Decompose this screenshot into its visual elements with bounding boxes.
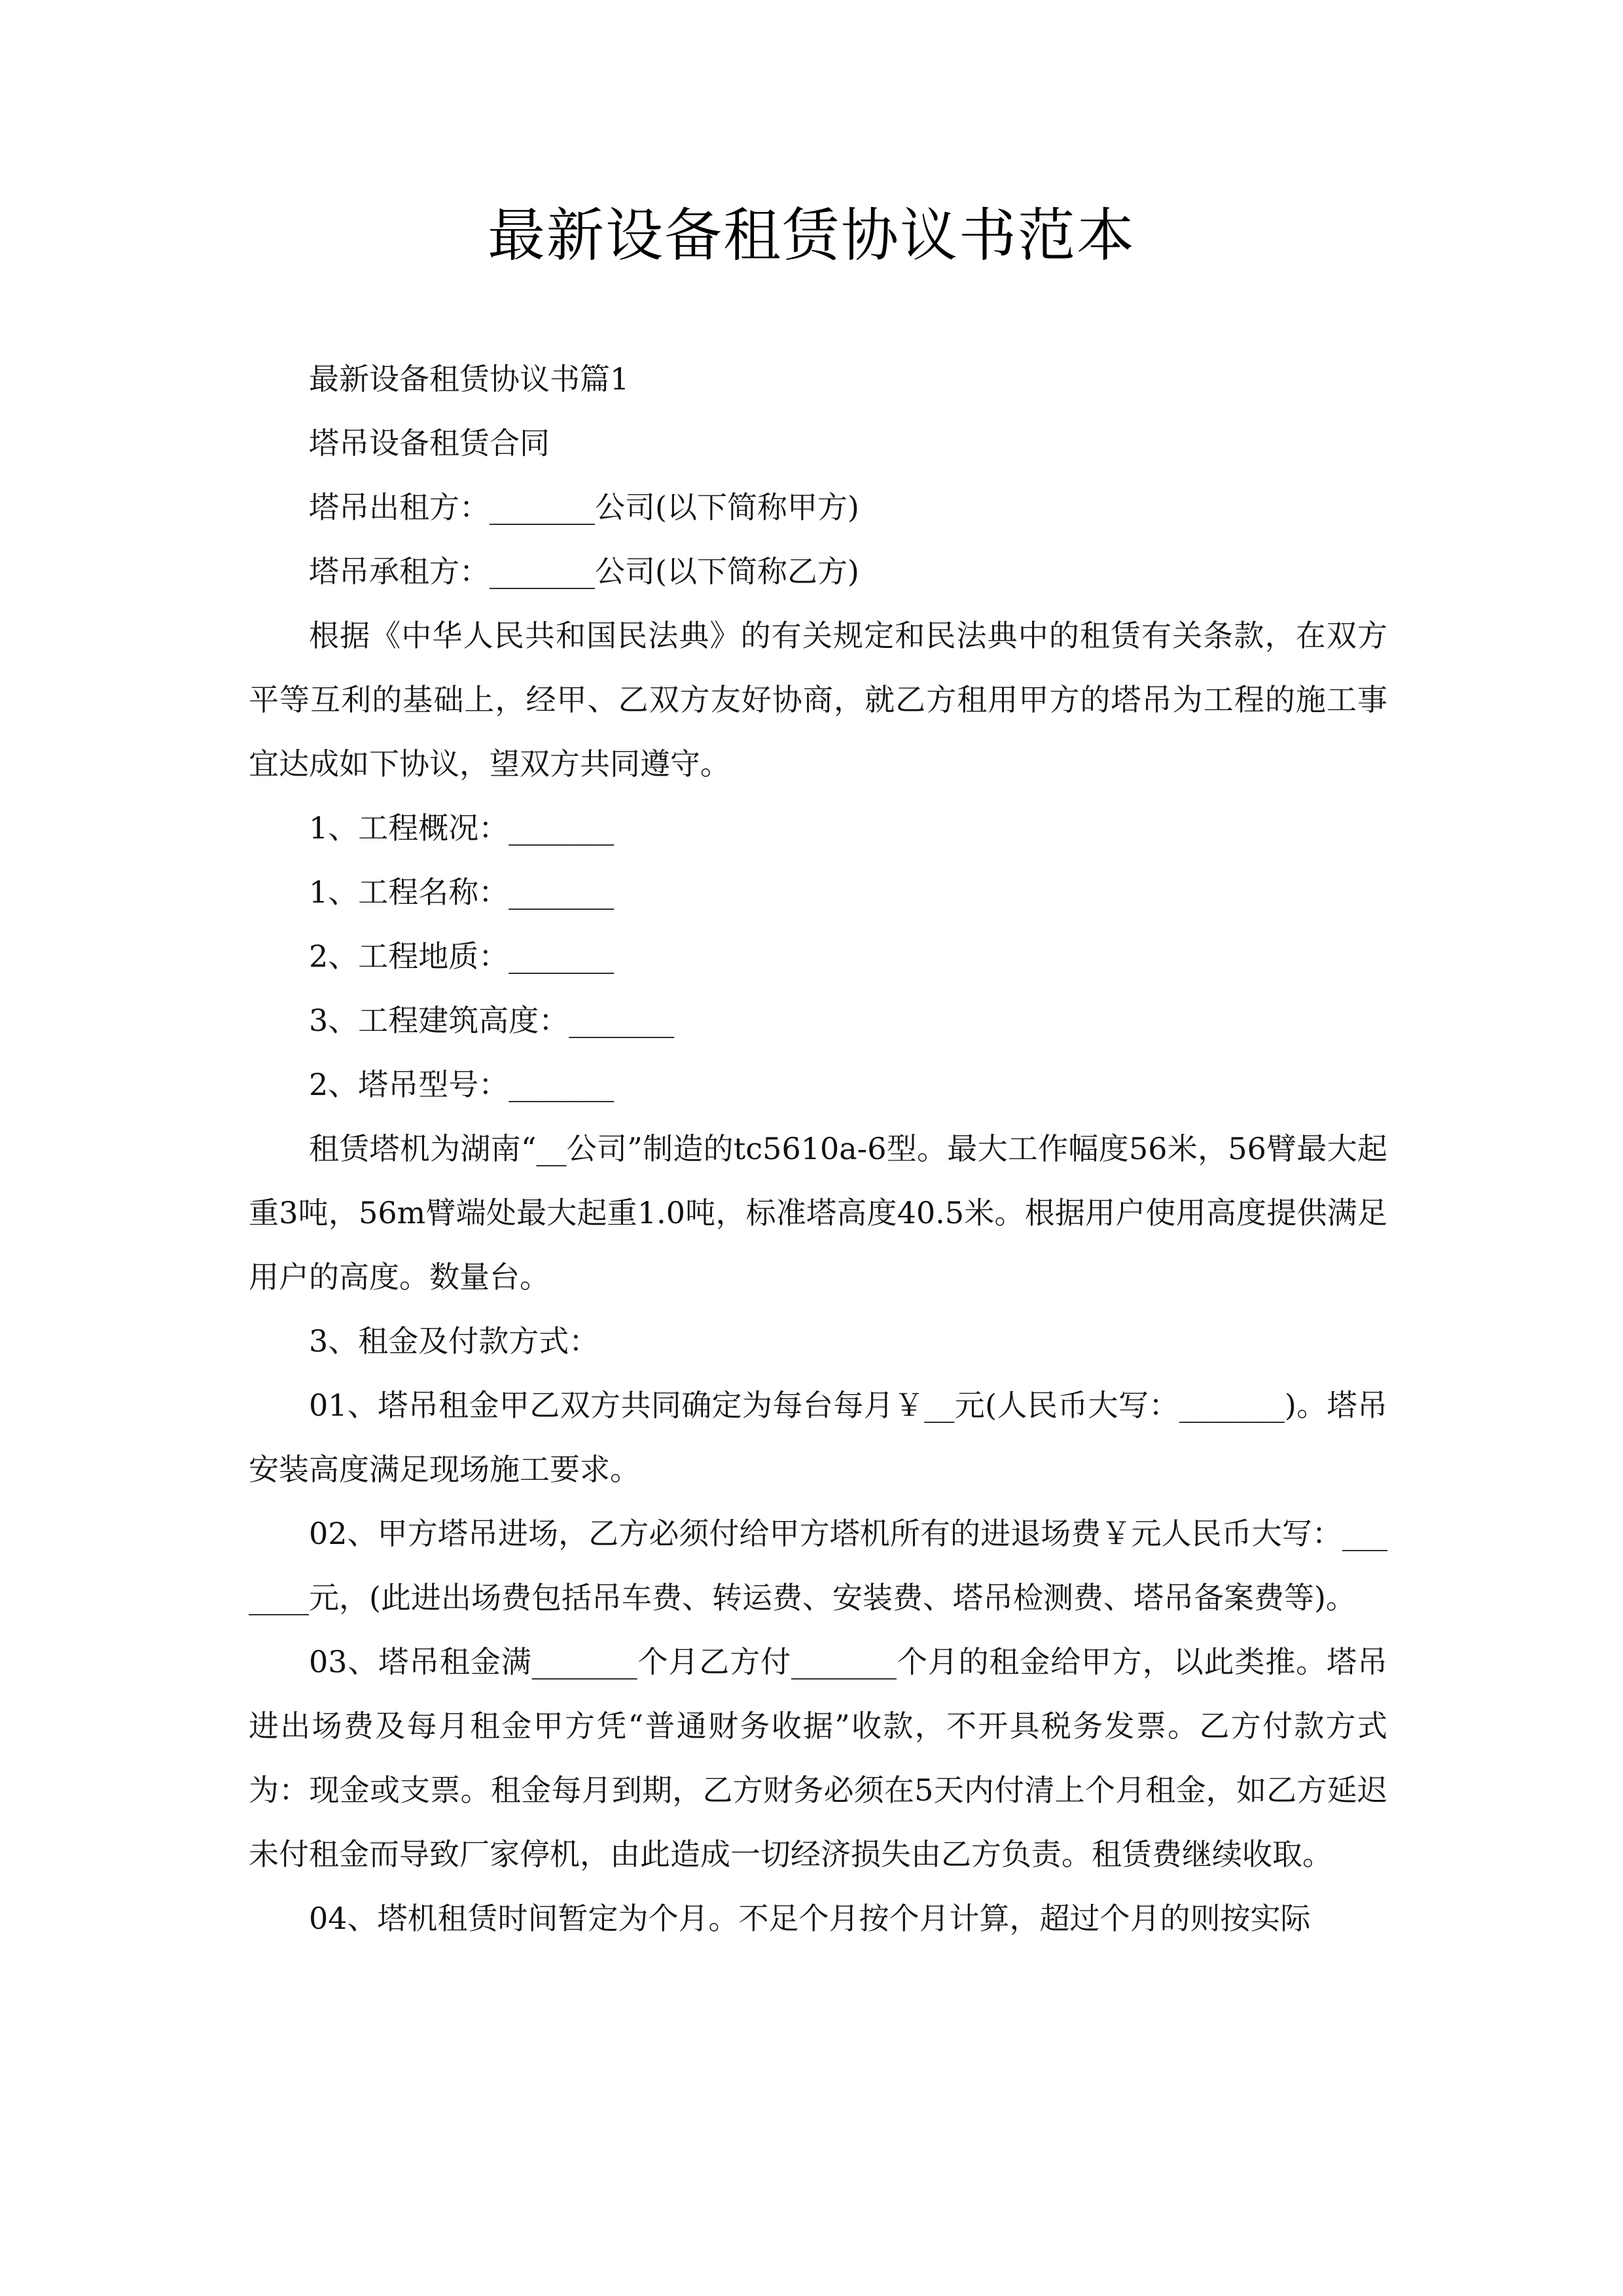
payment-heading: 3、租金及付款方式： [309,1323,599,1359]
document-title: 最新设备租赁协议书范本 [487,202,1135,269]
section-heading: 最新设备租赁协议书篇1 [309,361,630,397]
clause-04: 04、塔机租赁时间暂定为个月。不足个月按个月计算，超过个月的则按实际 [309,1901,1311,1936]
project-name-line: 1、工程名称：_______ [309,874,615,910]
document-body [249,347,1387,1950]
lessee-line: 塔吊承租方：_______公司(以下简称乙方) [309,554,859,589]
building-height-line: 3、工程建筑高度：_______ [309,1003,675,1038]
clause-03: 03、塔吊租金满_______个月乙方付_______个月的租金给甲方，以此类推。塔吊进出场费及每月租金甲方凭“普通财务收据”收款，不开具税务发票。乙方付款方式为：现金或支票。租金每月到期，乙方财务必须在5天内付清上个月租金，如乙方延迟未付租金而导致厂家停机，由此造成一切经济损失由乙方负责。租赁费继续收取。 [249,1644,1387,1872]
crane-spec-paragraph: 租赁塔机为湖南“__公司”制造的tc5610a-6型。最大工作幅度56米，56臂最大起重3吨，56m臂端处最大起重1.0吨，标准塔高度40.5米。根据用户使用高度提供满足用户的高度。数量台。 [249,1131,1387,1295]
clause-02: 02、甲方塔吊进场，乙方必须付给甲方塔机所有的进退场费￥元人民币大写：_______元，(此进出场费包括吊车费、转运费、安装费、塔吊检测费、塔吊备案费等)。 [249,1516,1387,1615]
clause-01: 01、塔吊租金甲乙双方共同确定为每台每月￥__元(人民币大写：_______)。塔吊安装高度满足现场施工要求。 [249,1388,1387,1487]
contract-title: 塔吊设备租赁合同 [309,425,550,461]
project-overview-line: 1、工程概况：_______ [309,810,615,846]
preamble-paragraph: 根据《中华人民共和国民法典》的有关规定和民法典中的租赁有关条款，在双方平等互利的基础上，经甲、乙双方友好协商，就乙方租用甲方的塔吊为工程的施工事宜达成如下协议，望双方共同遵守。 [249,618,1387,781]
crane-model-line: 2、塔吊型号：_______ [309,1067,615,1102]
lessor-line: 塔吊出租方：_______公司(以下简称甲方) [309,490,859,525]
project-geology-line: 2、工程地质：_______ [309,939,615,974]
